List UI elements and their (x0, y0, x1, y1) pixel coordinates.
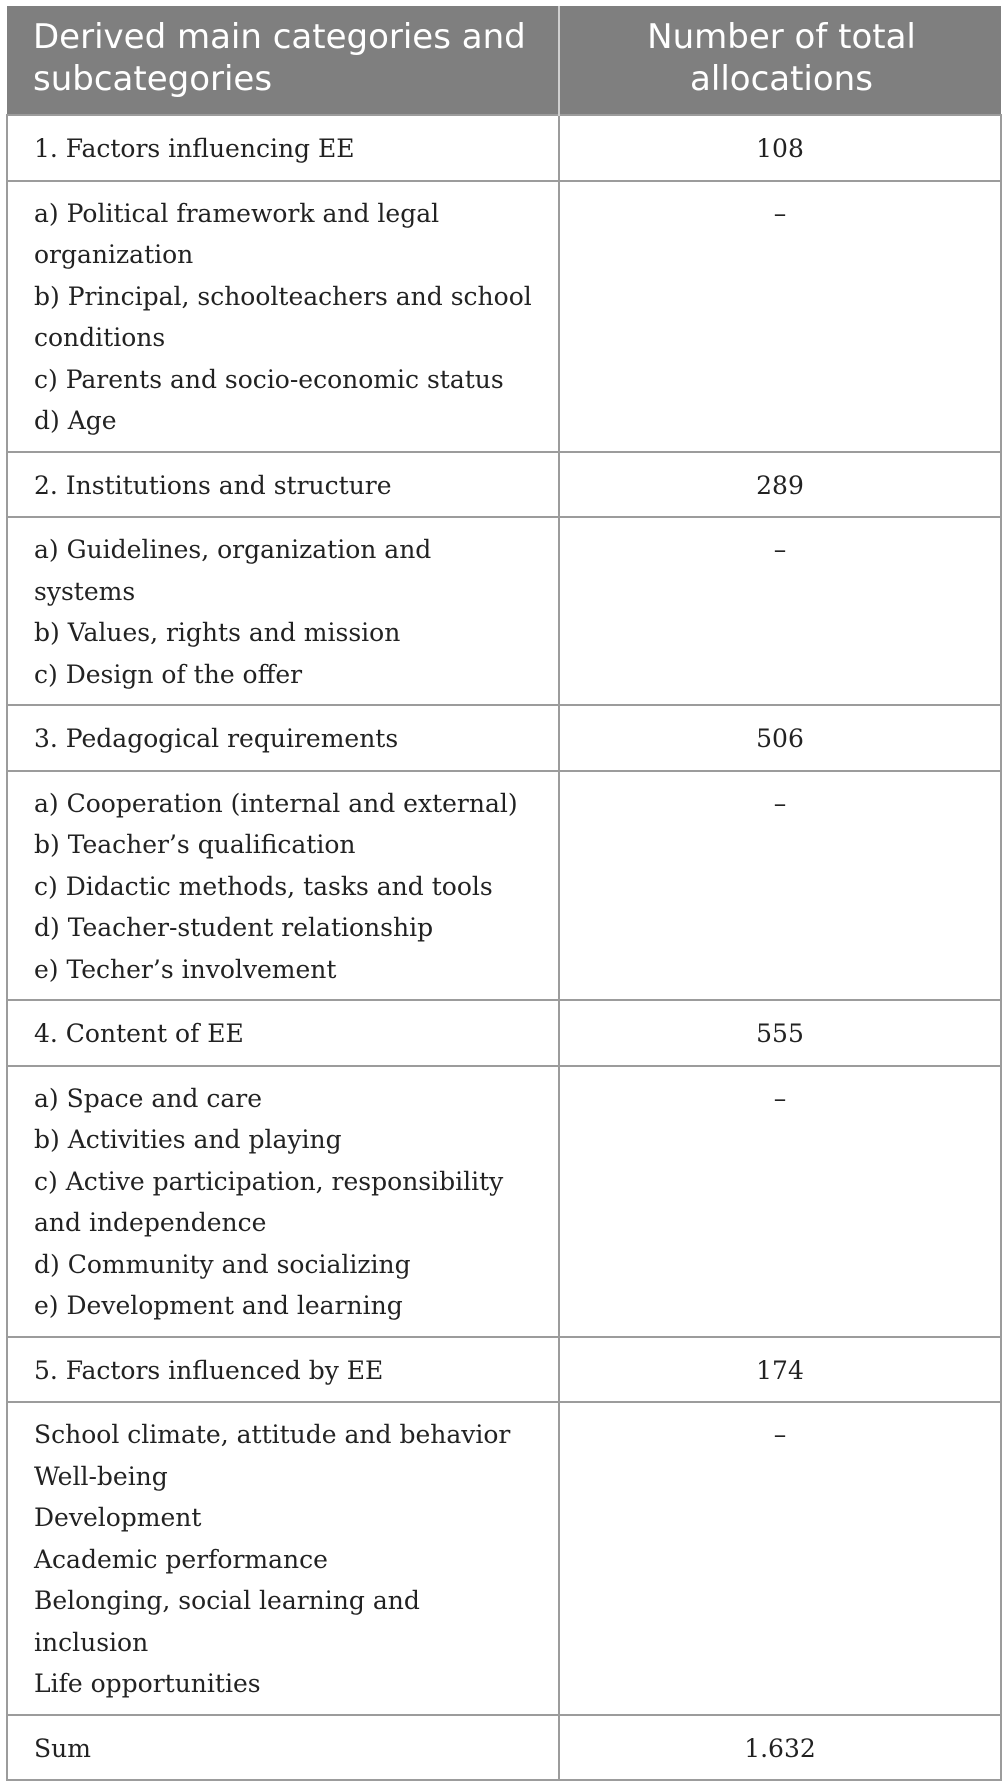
subcategory-item: c) Didactic methods, tasks and tools (34, 871, 493, 901)
category-cell: 4. Content of EE (7, 1000, 559, 1066)
subcategory-item: School climate, attitude and behavior (34, 1420, 511, 1449)
subcategory-item: a) Political framework and legal organization (34, 198, 440, 269)
allocation-value: – (559, 181, 1001, 452)
table-row (7, 1066, 1001, 1337)
subcategory-item: Life opportunities (34, 1669, 261, 1698)
subcategory-item: d) Community and socializing (34, 1249, 411, 1279)
category-cell: 2. Institutions and structure (7, 452, 559, 518)
table-row (7, 705, 1001, 771)
allocation-value: 506 (559, 705, 1001, 771)
allocation-value: 555 (559, 1000, 1001, 1066)
subcategory-item: a) Cooperation (internal and external) (34, 788, 518, 818)
subcategory-cell (7, 1402, 559, 1715)
category-cell: 5. Factors influenced by EE (7, 1337, 559, 1403)
table-row (7, 1402, 1001, 1715)
subcategory-cell (7, 517, 559, 705)
sum-label: Sum (7, 1715, 559, 1781)
subcategory-item: Development (34, 1503, 202, 1532)
allocations-table (6, 6, 1002, 1781)
allocation-value: 289 (559, 452, 1001, 518)
header-allocations: Number of total allocations (559, 6, 1001, 115)
category-cell: 3. Pedagogical requirements (7, 705, 559, 771)
sum-value: 1.632 (559, 1715, 1001, 1781)
subcategory-item: Belonging, social learning and inclusion (34, 1586, 420, 1657)
subcategory-item: e) Development and learning (34, 1291, 403, 1320)
table-row (7, 1000, 1001, 1066)
subcategory-cell (7, 1066, 559, 1337)
table-row (7, 517, 1001, 705)
subcategory-item: a) Guidelines, organization and systems (34, 535, 432, 606)
subcategory-item: b) Activities and playing (34, 1125, 342, 1154)
sum-row (7, 1715, 1001, 1781)
subcategory-cell (7, 181, 559, 452)
allocation-value: – (559, 1402, 1001, 1715)
header-categories: Derived main categories and subcategories (7, 6, 559, 115)
allocation-value: 108 (559, 115, 1001, 181)
header-row (7, 6, 1001, 115)
subcategory-item: c) Design of the offer (34, 659, 303, 689)
subcategory-item: b) Principal, schoolteachers and school conditions (34, 281, 532, 352)
allocation-value: – (559, 1066, 1001, 1337)
allocation-value: – (559, 517, 1001, 705)
subcategory-item: Well-being (34, 1461, 168, 1491)
table-row (7, 181, 1001, 452)
subcategory-item: e) Techer’s involvement (34, 954, 337, 984)
table-row (7, 1337, 1001, 1403)
subcategory-item: d) Teacher-student relationship (34, 913, 434, 942)
allocation-value: – (559, 771, 1001, 1001)
subcategory-item: b) Values, rights and mission (34, 618, 401, 647)
subcategory-item: d) Age (34, 406, 117, 435)
table-row (7, 452, 1001, 518)
subcategory-item: Academic performance (34, 1544, 328, 1574)
subcategory-cell (7, 771, 559, 1001)
subcategory-item: c) Parents and socio-economic status (34, 364, 504, 394)
subcategory-item: a) Space and care (34, 1083, 262, 1113)
allocation-value: 174 (559, 1337, 1001, 1403)
table-row (7, 115, 1001, 181)
table-row (7, 771, 1001, 1001)
subcategory-item: b) Teacher’s qualification (34, 830, 356, 859)
category-cell: 1. Factors influencing EE (7, 115, 559, 181)
subcategory-item: c) Active participation, responsibility and independence (34, 1166, 504, 1237)
